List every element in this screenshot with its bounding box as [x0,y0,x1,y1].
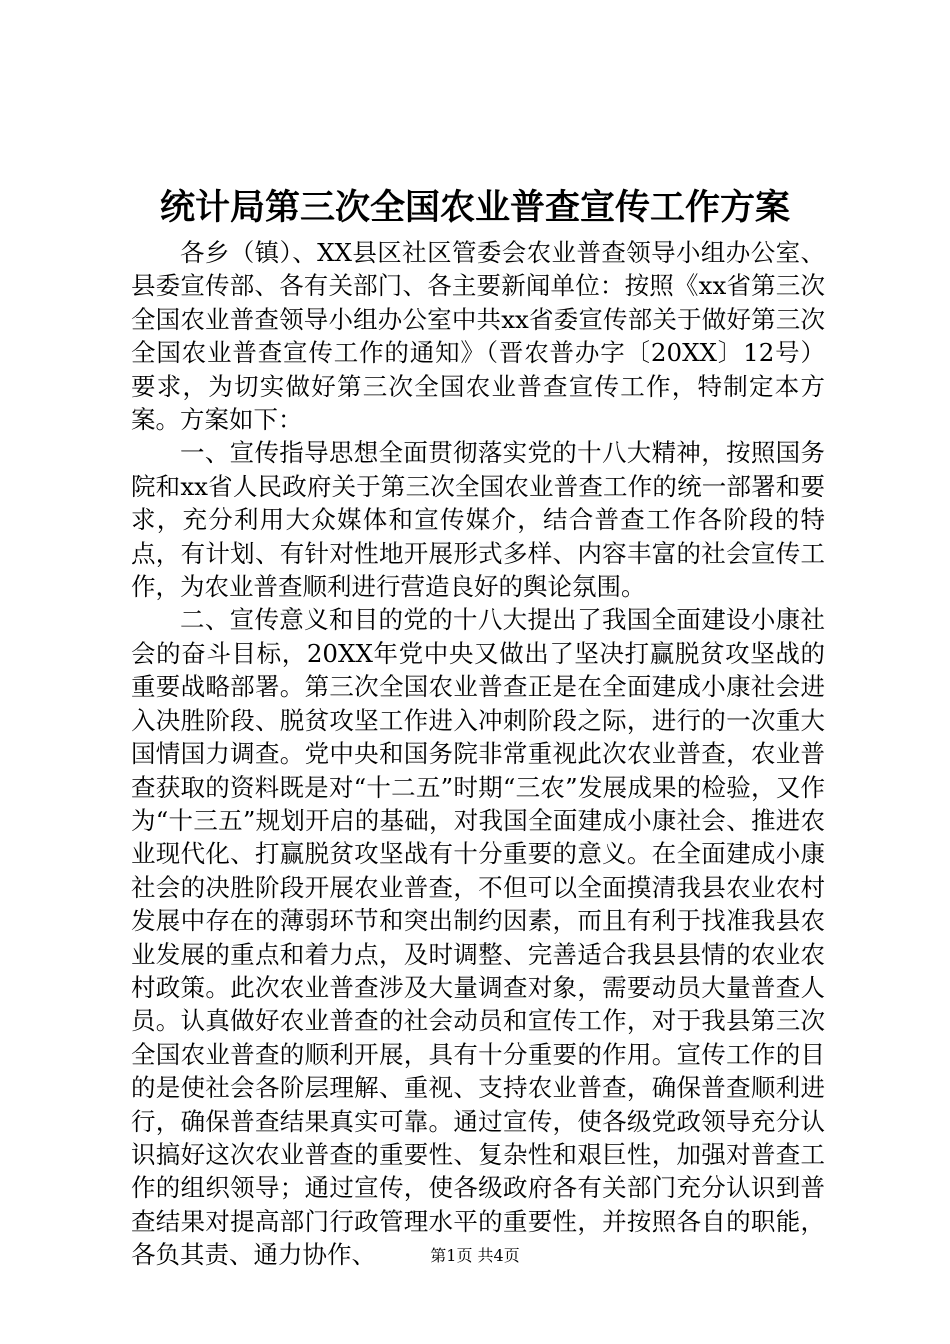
document-title: 统计局第三次全国农业普查宣传工作方案 [159,187,790,228]
document-body [131,236,825,1272]
paragraph-guiding-ideology: 一、宣传指导思想全面贯彻落实党的十八大精神，按照国务院和xx省人民政府关于第三次全国农业普查工作的统一部署和要求，充分利用大众媒体和宣传媒介，结合普查工作各阶段的特点，有计划、有针对性地开展形式多样、内容丰富的社会宣传工作，为农业普查顺利进行营造良好的舆论氛围。 [131,438,825,602]
paragraph-intro: 各乡（镇）、XX县区社区管委会农业普查领导小组办公室、县委宣传部、各有关部门、各主要新闻单位：按照《xx省第三次全国农业普查领导小组办公室中共xx省委宣传部关于做好第三次全国农业普查宣传工作的通知》（晋农普办字〔20XX〕12号）要求，为切实做好第三次全国农业普查宣传工作，特制定本方案。方案如下： [131,238,825,435]
paragraph-significance: 二、宣传意义和目的党的十八大提出了我国全面建设小康社会的奋斗目标，20XX年党中央又做出了坚决打赢脱贫攻坚战的重要战略部署。第三次全国农业普查正是在全面建成小康社会进入决胜阶段、脱贫攻坚工作进入冲刺阶段之际，进行的一次重大国情国力调查。党中央和国务院非常重视此次农业普查，农业普查获取的资料既是对“十二五”时期“三农”发展成果的检验，又作为“十三五”规划开启的基础，对我国全面建成小康社会、推进农业现代化、打赢脱贫攻坚战有十分重要的意义。在全面建成小康社会的决胜阶段开展农业普查，不但可以全面摸清我县农业农村发展中存在的薄弱环节和突出制约因素，而且有利于找准我县农业发展的重点和着力点，及时调整、完善适合我县县情的农业农村政策。此次农业普查涉及大量调查对象，需要动员大量普查人员。认真做好农业普查的社会动员和宣传工作，对于我县第三次全国农业普查的顺利开展，具有十分重要的作用。宣传工作的目的是使社会各阶层理解、重视、支持农业普查，确保普查顺利进行，确保普查结果真实可靠。通过宣传，使各级党政领导充分认识搞好这次农业普查的重要性、复杂性和艰巨性，加强对普查工作的组织领导；通过宣传，使各级政府各有关部门充分认识到普查结果对提高部门行政管理水平的重要性，并按照各自的职能，各负其责、通力协作、 [131,605,825,1270]
page-number: 第1页 共4页 [430,1246,520,1265]
